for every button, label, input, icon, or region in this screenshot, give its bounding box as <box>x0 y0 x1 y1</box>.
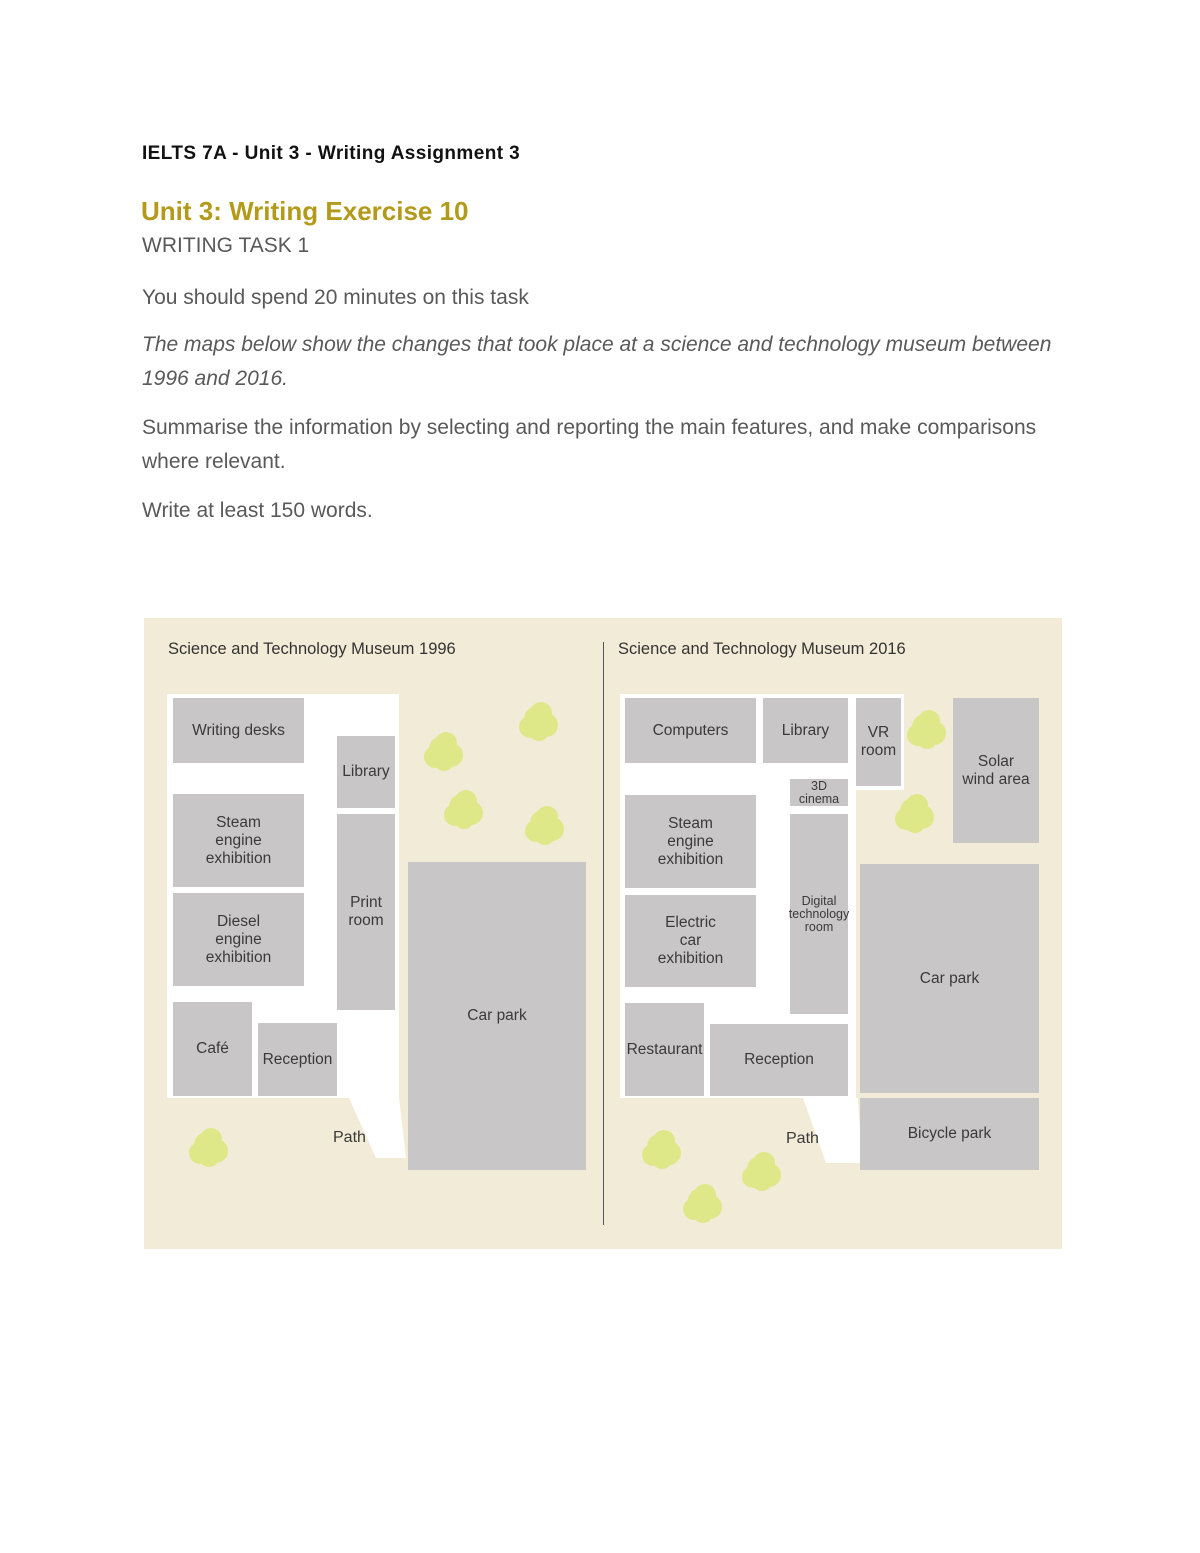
maps-divider <box>603 642 604 1225</box>
summary-instruction: Summarise the information by selecting and reporting the main features, and make comparisons where relevant. <box>142 416 1037 473</box>
room-car-park-2016: Car park <box>860 864 1039 1093</box>
tree-icon <box>747 1156 773 1182</box>
word-count-instruction: Write at least 150 words. <box>142 499 373 522</box>
exercise-title: Unit 3: Writing Exercise 10 <box>141 196 469 226</box>
task-label: WRITING TASK 1 <box>142 234 310 257</box>
time-instruction: You should spend 20 minutes on this task <box>142 286 529 309</box>
room-steam-engine-2016: Steam engine exhibition <box>625 795 756 888</box>
room-reception-1996: Reception <box>258 1023 337 1096</box>
room-library-2016: Library <box>763 698 848 763</box>
room-steam-engine-1996: Steam engine exhibition <box>173 794 304 887</box>
tree-icon <box>524 706 550 732</box>
task-prompt: The maps below show the changes that took place at a science and technology museum between 1996 and 2016. <box>142 333 1052 390</box>
room-diesel-engine-1996: Diesel engine exhibition <box>173 893 304 986</box>
room-print-room-1996: Print room <box>337 814 395 1010</box>
tree-icon <box>912 714 938 740</box>
room-library-1996: Library <box>337 736 395 808</box>
map-1996-title: Science and Technology Museum 1996 <box>168 640 456 658</box>
tree-icon <box>647 1134 673 1160</box>
tree-icon <box>900 798 926 824</box>
document-header: IELTS 7A - Unit 3 - Writing Assignment 3 <box>142 143 521 164</box>
tree-icon <box>429 736 455 762</box>
room-electric-car-2016: Electric car exhibition <box>625 895 756 987</box>
room-writing-desks-1996: Writing desks <box>173 698 304 763</box>
map-1996-path <box>349 1098 406 1158</box>
room-cafe-1996: Café <box>173 1002 252 1096</box>
room-reception-2016: Reception <box>710 1024 848 1096</box>
room-vr-2016: VR room <box>856 698 901 786</box>
path-label-2016: Path <box>786 1130 819 1147</box>
room-3d-cinema-2016: 3D cinema <box>790 779 848 806</box>
room-digital-technology-2016: Digital technology room <box>790 814 848 1014</box>
museum-maps-figure <box>144 618 1062 1249</box>
path-label-1996: Path <box>333 1129 366 1146</box>
tree-icon <box>449 794 475 820</box>
tree-icon <box>194 1132 220 1158</box>
room-bicycle-park-2016: Bicycle park <box>860 1098 1039 1170</box>
room-computers-2016: Computers <box>625 698 756 763</box>
tree-icon <box>530 810 556 836</box>
tree-icon <box>688 1188 714 1214</box>
map-2016-title: Science and Technology Museum 2016 <box>618 640 906 658</box>
room-restaurant-2016: Restaurant <box>625 1003 704 1096</box>
room-car-park-1996: Car park <box>408 862 586 1170</box>
room-solar-wind-2016: Solar wind area <box>953 698 1039 843</box>
